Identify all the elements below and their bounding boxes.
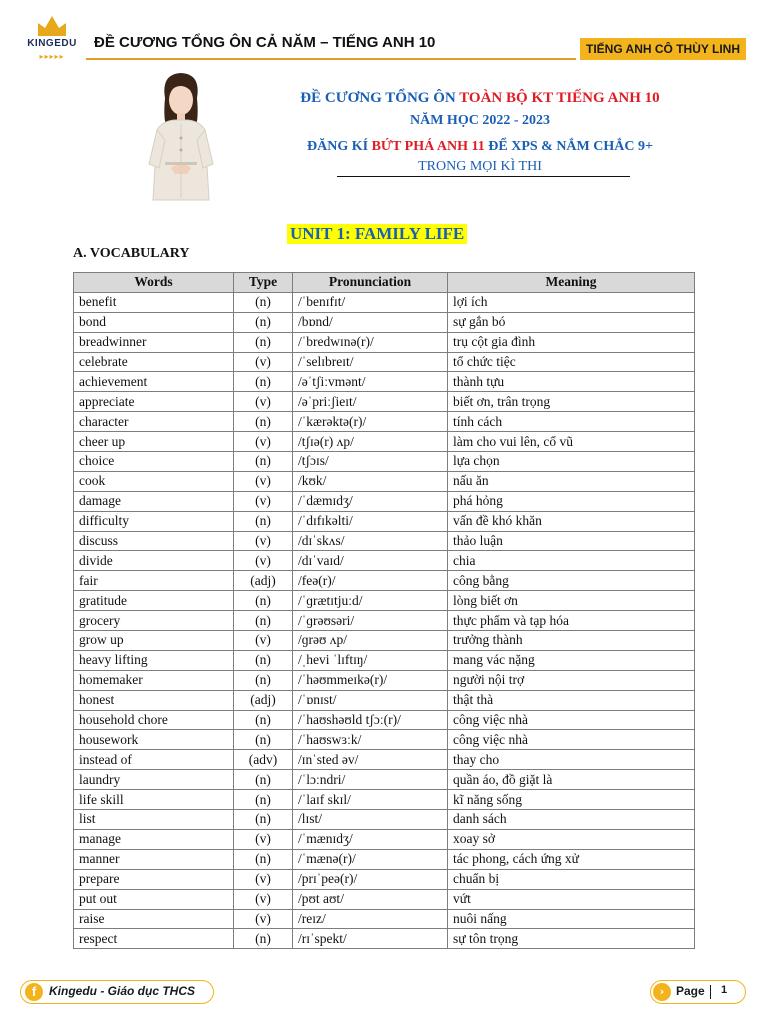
- word-cell: difficulty: [74, 511, 234, 531]
- meaning-cell: làm cho vui lên, cổ vũ: [448, 432, 695, 452]
- type-cell: (n): [234, 790, 293, 810]
- pronunciation-cell: /ˈselɪbreɪt/: [293, 352, 448, 372]
- word-cell: bond: [74, 312, 234, 332]
- meaning-cell: công việc nhà: [448, 730, 695, 750]
- meaning-cell: nấu ăn: [448, 471, 695, 491]
- pronunciation-cell: /ˈmænɪdʒ/: [293, 829, 448, 849]
- word-cell: character: [74, 412, 234, 432]
- type-cell: (v): [234, 471, 293, 491]
- meaning-cell: thành tựu: [448, 372, 695, 392]
- word-cell: achievement: [74, 372, 234, 392]
- intro-line-1a: ĐỀ CƯƠNG TỔNG ÔN: [300, 90, 460, 106]
- pronunciation-cell: /ˈhaʊswɜːk/: [293, 730, 448, 750]
- page-separator: [710, 985, 711, 999]
- meaning-cell: trưởng thành: [448, 631, 695, 651]
- meaning-cell: vứt: [448, 889, 695, 909]
- type-cell: (v): [234, 531, 293, 551]
- word-cell: instead of: [74, 750, 234, 770]
- footer-brand-text: Kingedu - Giáo dục THCS: [49, 984, 195, 998]
- meaning-cell: lựa chọn: [448, 452, 695, 472]
- type-cell: (n): [234, 710, 293, 730]
- intro-line-4: TRONG MỌI KÌ THI: [418, 159, 542, 174]
- word-cell: raise: [74, 909, 234, 929]
- type-cell: (n): [234, 591, 293, 611]
- kingedu-logo: [22, 14, 82, 66]
- type-cell: (n): [234, 332, 293, 352]
- table-row: [74, 710, 695, 730]
- type-cell: (n): [234, 670, 293, 690]
- intro-school-year: NĂM HỌC 2022 - 2023: [410, 113, 550, 128]
- type-cell: (v): [234, 352, 293, 372]
- pronunciation-cell: /dɪˈvaɪd/: [293, 551, 448, 571]
- pronunciation-cell: /ˈdɪfɪkəlti/: [293, 511, 448, 531]
- pronunciation-cell: /ɡrəʊ ʌp/: [293, 631, 448, 651]
- pronunciation-cell: /ˈlɔːndri/: [293, 770, 448, 790]
- meaning-cell: phá hỏng: [448, 491, 695, 511]
- header-words: Words: [74, 273, 234, 293]
- header-type: Type: [234, 273, 293, 293]
- table-header-row: [74, 273, 695, 293]
- pronunciation-cell: /dɪˈskʌs/: [293, 531, 448, 551]
- type-cell: (n): [234, 511, 293, 531]
- section-title: A. VOCABULARY: [73, 246, 190, 261]
- header-meaning: Meaning: [448, 273, 695, 293]
- type-cell: (n): [234, 730, 293, 750]
- word-cell: honest: [74, 690, 234, 710]
- table-row: [74, 392, 695, 412]
- word-cell: manage: [74, 829, 234, 849]
- pronunciation-cell: /ˈbredwɪnə(r)/: [293, 332, 448, 352]
- table-row: [74, 491, 695, 511]
- type-cell: (n): [234, 292, 293, 312]
- type-cell: (n): [234, 849, 293, 869]
- pronunciation-cell: /rɪˈspekt/: [293, 929, 448, 949]
- chevron-right-icon: ›: [653, 983, 671, 1001]
- table-row: [74, 551, 695, 571]
- meaning-cell: biết ơn, trân trọng: [448, 392, 695, 412]
- meaning-cell: thực phẩm và tạp hóa: [448, 611, 695, 631]
- word-cell: celebrate: [74, 352, 234, 372]
- meaning-cell: lợi ích: [448, 292, 695, 312]
- pronunciation-cell: /əˈtʃiːvmənt/: [293, 372, 448, 392]
- meaning-cell: thật thà: [448, 690, 695, 710]
- meaning-cell: trụ cột gia đình: [448, 332, 695, 352]
- type-cell: (n): [234, 412, 293, 432]
- word-cell: cook: [74, 471, 234, 491]
- brand-tag: TIẾNG ANH CÔ THÙY LINH: [580, 38, 746, 60]
- type-cell: (adj): [234, 571, 293, 591]
- word-cell: gratitude: [74, 591, 234, 611]
- table-row: [74, 571, 695, 591]
- meaning-cell: thay cho: [448, 750, 695, 770]
- pronunciation-cell: /feə(r)/: [293, 571, 448, 591]
- pronunciation-cell: /kʊk/: [293, 471, 448, 491]
- header-divider: [86, 58, 576, 60]
- pronunciation-cell: /ˈɡrəʊsəri/: [293, 611, 448, 631]
- table-row: [74, 471, 695, 491]
- table-row: [74, 352, 695, 372]
- table-row: [74, 611, 695, 631]
- intro-line-1b: TOÀN BỘ KT TIẾNG ANH 10: [459, 90, 660, 106]
- word-cell: manner: [74, 849, 234, 869]
- table-row: [74, 432, 695, 452]
- type-cell: (v): [234, 631, 293, 651]
- word-cell: grocery: [74, 611, 234, 631]
- pronunciation-cell: /tʃɪə(r) ʌp/: [293, 432, 448, 452]
- type-cell: (adv): [234, 750, 293, 770]
- pronunciation-cell: /ˈmænə(r)/: [293, 849, 448, 869]
- type-cell: (n): [234, 611, 293, 631]
- pronunciation-cell: /tʃɔɪs/: [293, 452, 448, 472]
- table-row: [74, 750, 695, 770]
- type-cell: (v): [234, 829, 293, 849]
- logo-text: KINGEDU: [27, 38, 77, 49]
- word-cell: discuss: [74, 531, 234, 551]
- teacher-photo: [141, 68, 221, 204]
- pronunciation-cell: /əˈpriːʃieɪt/: [293, 392, 448, 412]
- table-row: [74, 810, 695, 830]
- vocabulary-table: [73, 272, 695, 949]
- pronunciation-cell: /ˈbenɪfɪt/: [293, 292, 448, 312]
- pronunciation-cell: /prɪˈpeə(r)/: [293, 869, 448, 889]
- meaning-cell: tính cách: [448, 412, 695, 432]
- meaning-cell: nuôi nấng: [448, 909, 695, 929]
- meaning-cell: xoay sở: [448, 829, 695, 849]
- pronunciation-cell: /ɪnˈsted əv/: [293, 750, 448, 770]
- word-cell: prepare: [74, 869, 234, 889]
- word-cell: damage: [74, 491, 234, 511]
- word-cell: appreciate: [74, 392, 234, 412]
- meaning-cell: công bằng: [448, 571, 695, 591]
- intro-line-3a: ĐĂNG KÍ: [307, 139, 372, 154]
- intro-line-3: [290, 139, 670, 155]
- type-cell: (n): [234, 810, 293, 830]
- pronunciation-cell: /ˈkærəktə(r)/: [293, 412, 448, 432]
- meaning-cell: lòng biết ơn: [448, 591, 695, 611]
- type-cell: (v): [234, 889, 293, 909]
- table-row: [74, 511, 695, 531]
- word-cell: fair: [74, 571, 234, 591]
- pronunciation-cell: /ˈhaʊshəʊld tʃɔː(r)/: [293, 710, 448, 730]
- table-row: [74, 372, 695, 392]
- intro-line-3c: ĐỂ XPS & NẮM CHẮC 9+: [484, 139, 653, 154]
- header-pronunciation: Pronunciation: [293, 273, 448, 293]
- page-label: Page: [676, 984, 705, 998]
- word-cell: heavy lifting: [74, 650, 234, 670]
- unit-title: UNIT 1: FAMILY LIFE: [287, 224, 467, 244]
- meaning-cell: công việc nhà: [448, 710, 695, 730]
- page-number: 1: [721, 984, 728, 996]
- table-row: [74, 829, 695, 849]
- word-cell: choice: [74, 452, 234, 472]
- type-cell: (v): [234, 551, 293, 571]
- pronunciation-cell: /pʊt aʊt/: [293, 889, 448, 909]
- type-cell: (n): [234, 929, 293, 949]
- meaning-cell: người nội trợ: [448, 670, 695, 690]
- meaning-cell: sự tôn trọng: [448, 929, 695, 949]
- type-cell: (adj): [234, 690, 293, 710]
- vocabulary-table-body: [74, 292, 695, 948]
- table-row: [74, 869, 695, 889]
- table-row: [74, 312, 695, 332]
- table-row: [74, 690, 695, 710]
- meaning-cell: mang vác nặng: [448, 650, 695, 670]
- pronunciation-cell: /ˈɒnɪst/: [293, 690, 448, 710]
- table-row: [74, 929, 695, 949]
- word-cell: breadwinner: [74, 332, 234, 352]
- intro-line-1: [290, 90, 670, 107]
- word-cell: household chore: [74, 710, 234, 730]
- word-cell: cheer up: [74, 432, 234, 452]
- type-cell: (n): [234, 372, 293, 392]
- pronunciation-cell: /ˈɡrætɪtjuːd/: [293, 591, 448, 611]
- word-cell: put out: [74, 889, 234, 909]
- meaning-cell: quần áo, đồ giặt là: [448, 770, 695, 790]
- table-row: [74, 631, 695, 651]
- intro-line-3b: BỨT PHÁ ANH 11: [371, 139, 485, 154]
- pronunciation-cell: /ˈhəʊmmeɪkə(r)/: [293, 670, 448, 690]
- word-cell: homemaker: [74, 670, 234, 690]
- word-cell: laundry: [74, 770, 234, 790]
- meaning-cell: tác phong, cách ứng xử: [448, 849, 695, 869]
- table-row: [74, 452, 695, 472]
- type-cell: (v): [234, 869, 293, 889]
- type-cell: (n): [234, 452, 293, 472]
- pronunciation-cell: /bɒnd/: [293, 312, 448, 332]
- table-row: [74, 292, 695, 312]
- word-cell: respect: [74, 929, 234, 949]
- meaning-cell: thảo luận: [448, 531, 695, 551]
- pronunciation-cell: /ˈlaɪf skɪl/: [293, 790, 448, 810]
- word-cell: divide: [74, 551, 234, 571]
- pronunciation-cell: /ˈdæmɪdʒ/: [293, 491, 448, 511]
- type-cell: (v): [234, 392, 293, 412]
- type-cell: (n): [234, 312, 293, 332]
- type-cell: (n): [234, 650, 293, 670]
- footer-page-pill: [650, 980, 746, 1004]
- table-row: [74, 412, 695, 432]
- word-cell: list: [74, 810, 234, 830]
- pronunciation-cell: /lɪst/: [293, 810, 448, 830]
- intro-underline: [337, 176, 630, 177]
- table-row: [74, 790, 695, 810]
- word-cell: housework: [74, 730, 234, 750]
- meaning-cell: danh sách: [448, 810, 695, 830]
- type-cell: (n): [234, 770, 293, 790]
- table-row: [74, 909, 695, 929]
- meaning-cell: tổ chức tiệc: [448, 352, 695, 372]
- type-cell: (v): [234, 432, 293, 452]
- word-cell: grow up: [74, 631, 234, 651]
- meaning-cell: vấn đề khó khăn: [448, 511, 695, 531]
- table-row: [74, 889, 695, 909]
- word-cell: benefit: [74, 292, 234, 312]
- table-row: [74, 730, 695, 750]
- type-cell: (v): [234, 909, 293, 929]
- meaning-cell: sự gắn bó: [448, 312, 695, 332]
- document-title: ĐỀ CƯƠNG TỔNG ÔN CẢ NĂM – TIẾNG ANH 10: [94, 34, 436, 51]
- table-row: [74, 591, 695, 611]
- table-row: [74, 332, 695, 352]
- table-row: [74, 849, 695, 869]
- table-row: [74, 650, 695, 670]
- pronunciation-cell: /reɪz/: [293, 909, 448, 929]
- word-cell: life skill: [74, 790, 234, 810]
- table-row: [74, 670, 695, 690]
- table-row: [74, 531, 695, 551]
- footer-brand-pill: [20, 980, 214, 1004]
- meaning-cell: chuẩn bị: [448, 869, 695, 889]
- logo-arrows: ▸▸▸▸▸: [39, 52, 65, 61]
- type-cell: (v): [234, 491, 293, 511]
- table-row: [74, 770, 695, 790]
- meaning-cell: kĩ năng sống: [448, 790, 695, 810]
- pronunciation-cell: /ˌhevi ˈlɪftɪŋ/: [293, 650, 448, 670]
- meaning-cell: chia: [448, 551, 695, 571]
- crown-icon: [38, 16, 66, 36]
- facebook-icon: f: [25, 983, 43, 1001]
